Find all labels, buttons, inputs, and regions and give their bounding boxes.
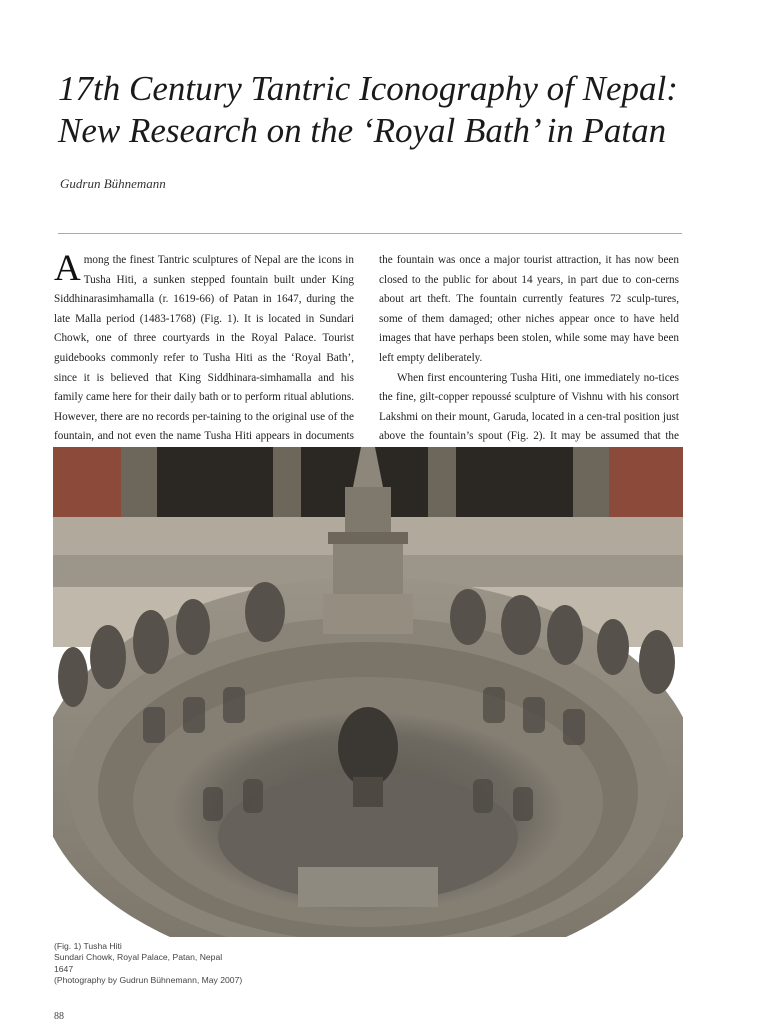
author-name: Gudrun Bühnemann <box>60 176 166 191</box>
caption-line-4: (Photography by Gudrun Bühnemann, May 2007) <box>54 975 243 986</box>
title-line-1: 17th Century Tantric Iconography of Nepal: <box>58 69 678 108</box>
page-number: 88 <box>54 1011 64 1022</box>
caption-line-2: Sundari Chowk, Royal Palace, Patan, Nepal <box>54 952 223 963</box>
title-line-2: New Research on the ‘Royal Bath’ in Patan <box>58 111 667 150</box>
figure-photo-tusha-hiti <box>53 447 683 937</box>
paragraph-intro <box>54 248 354 467</box>
text-column-right <box>379 251 679 467</box>
paragraph-intro-text: mong the finest Tantric sculptures of Nepal are the icons in Tusha Hiti, a sunken stepped fountain built under King Siddhinarasimhamalla (r. 1619-66) of Patan in 1647, during the late Malla period (1483-1768) (Fig. 1). It is located in Sundari Chowk, one of three courtyards in the Royal Palace. Tourist guidebooks commonly refer to Tusha Hiti as the ‘Royal Bath’, since it is believed that King Siddhinara-simhamalla and his family came here for their daily bath or to perform ritual ablutions. However, there are no records per-taining to the original use of the fountain, and not even the name Tusha Hiti appears in documents <box>54 254 354 443</box>
paragraph-intro-continued: the fountain was once a major tourist attraction, it has now been closed to the public for about 14 years, in part due to con-cerns about art theft. The fountain currently features 72 sculp-tures, some of them damaged; other niches appear once to have held images that have perhaps been stolen, while some may have been left empty deliberately. <box>379 254 679 364</box>
text-column-left <box>54 248 354 467</box>
article-title <box>58 68 718 152</box>
caption-line-3: 1647 <box>54 963 74 974</box>
drop-cap: A <box>54 248 81 289</box>
figure-caption <box>54 941 242 987</box>
paragraph-second: When first encountering Tusha Hiti, one immediately no-tices the fine, gilt-copper repoussé sculpture of Vishnu with his consort Lakshmi on their mount, Garuda, located in a cen-tral position just above the fountain’s spout (Fig. 2). It may be assumed that the <box>379 371 679 443</box>
header-divider <box>58 233 682 234</box>
caption-line-1: (Fig. 1) Tusha Hiti <box>54 941 122 951</box>
